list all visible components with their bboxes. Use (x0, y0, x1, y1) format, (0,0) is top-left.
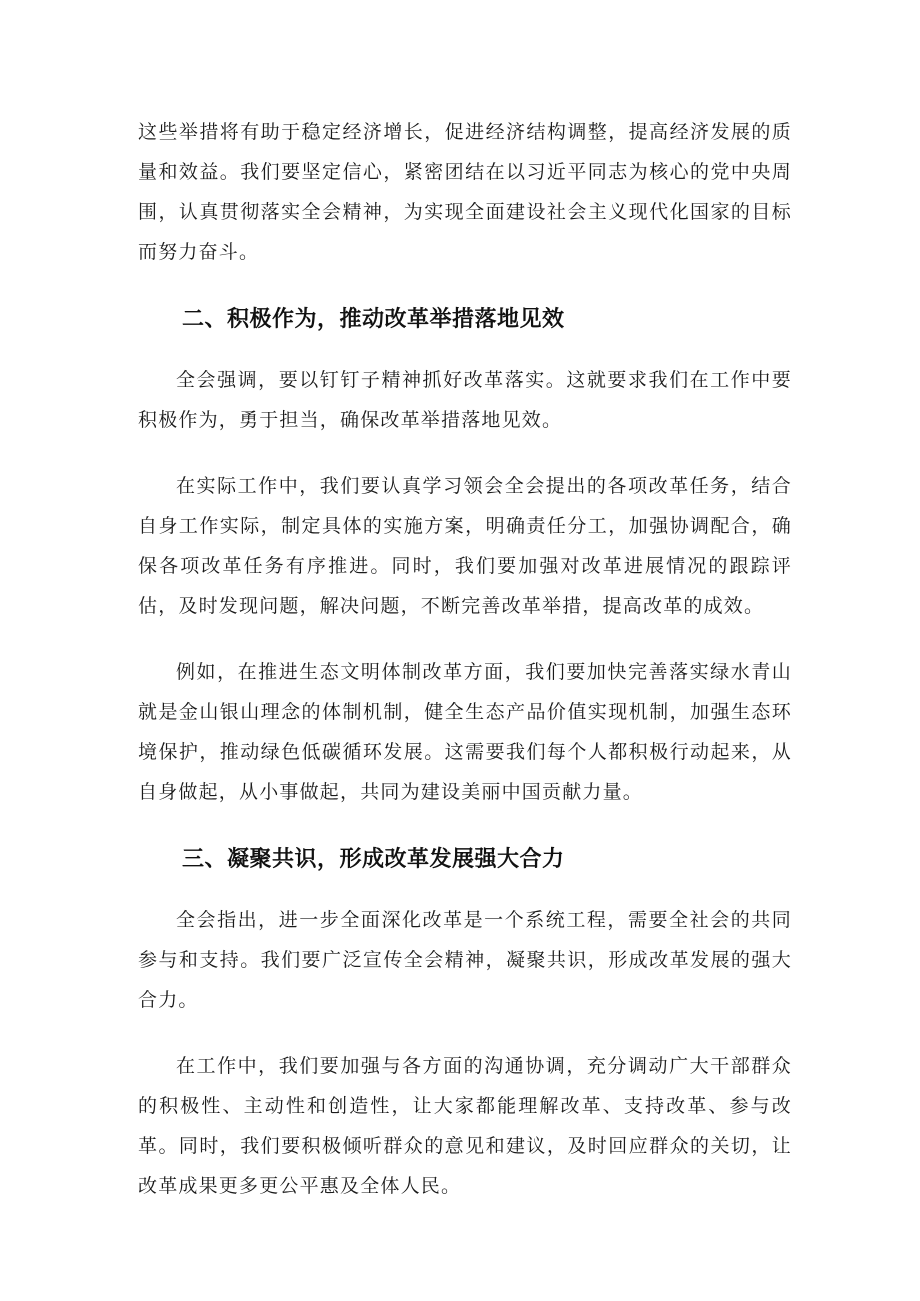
document-page (138, 112, 792, 1206)
paragraph-plenary-emphasis: 全会强调，要以钉钉子精神抓好改革落实。这就要求我们在工作中要积极作为，勇于担当，确保改革举措落地见效。 (138, 369, 792, 431)
paragraph-intro-conclusion: 这些举措将有助于稳定经济增长，促进经济结构调整，提高经济发展的质量和效益。我们要坚定信心，紧密团结在以习近平同志为核心的党中央周围，认真贯彻落实全会精神，为实现全面建设社会主义现代化国家的目标而努力奋斗。 (138, 121, 792, 263)
paragraph-communication: 在工作中，我们要加强与各方面的沟通协调，充分调动广大干部群众的积极性、主动性和创造性，让大家都能理解改革、支持改革、参与改革。同时，我们要积极倾听群众的意见和建议，及时回应群众的关切，让改革成果更多更公平惠及全体人民。 (138, 1055, 792, 1197)
paragraph-plenary-points-out: 全会指出，进一步全面深化改革是一个系统工程，需要全社会的共同参与和支持。我们要广泛宣传全会精神，凝聚共识，形成改革发展的强大合力。 (138, 909, 792, 1011)
paragraph-practical-work: 在实际工作中，我们要认真学习领会全会提出的各项改革任务，结合自身工作实际，制定具体的实施方案，明确责任分工，加强协调配合，确保各项改革任务有序推进。同时，我们要加强对改革进展情况的跟踪评估，及时发现问题，解决问题，不断完善改革举措，提高改革的成效。 (138, 475, 792, 617)
section-heading-2: 二、积极作为，推动改革举措落地见效 (182, 307, 565, 332)
section-heading-3: 三、凝聚共识，形成改革发展强大合力 (182, 847, 565, 872)
paragraph-ecology-example: 例如，在推进生态文明体制改革方面，我们要加快完善落实绿水青山就是金山银山理念的体制机制，健全生态产品价值实现机制，加强生态环境保护，推动绿色低碳循环发展。这需要我们每个人都积极行动起来，从自身做起，从小事做起，共同为建设美丽中国贡献力量。 (138, 661, 792, 803)
